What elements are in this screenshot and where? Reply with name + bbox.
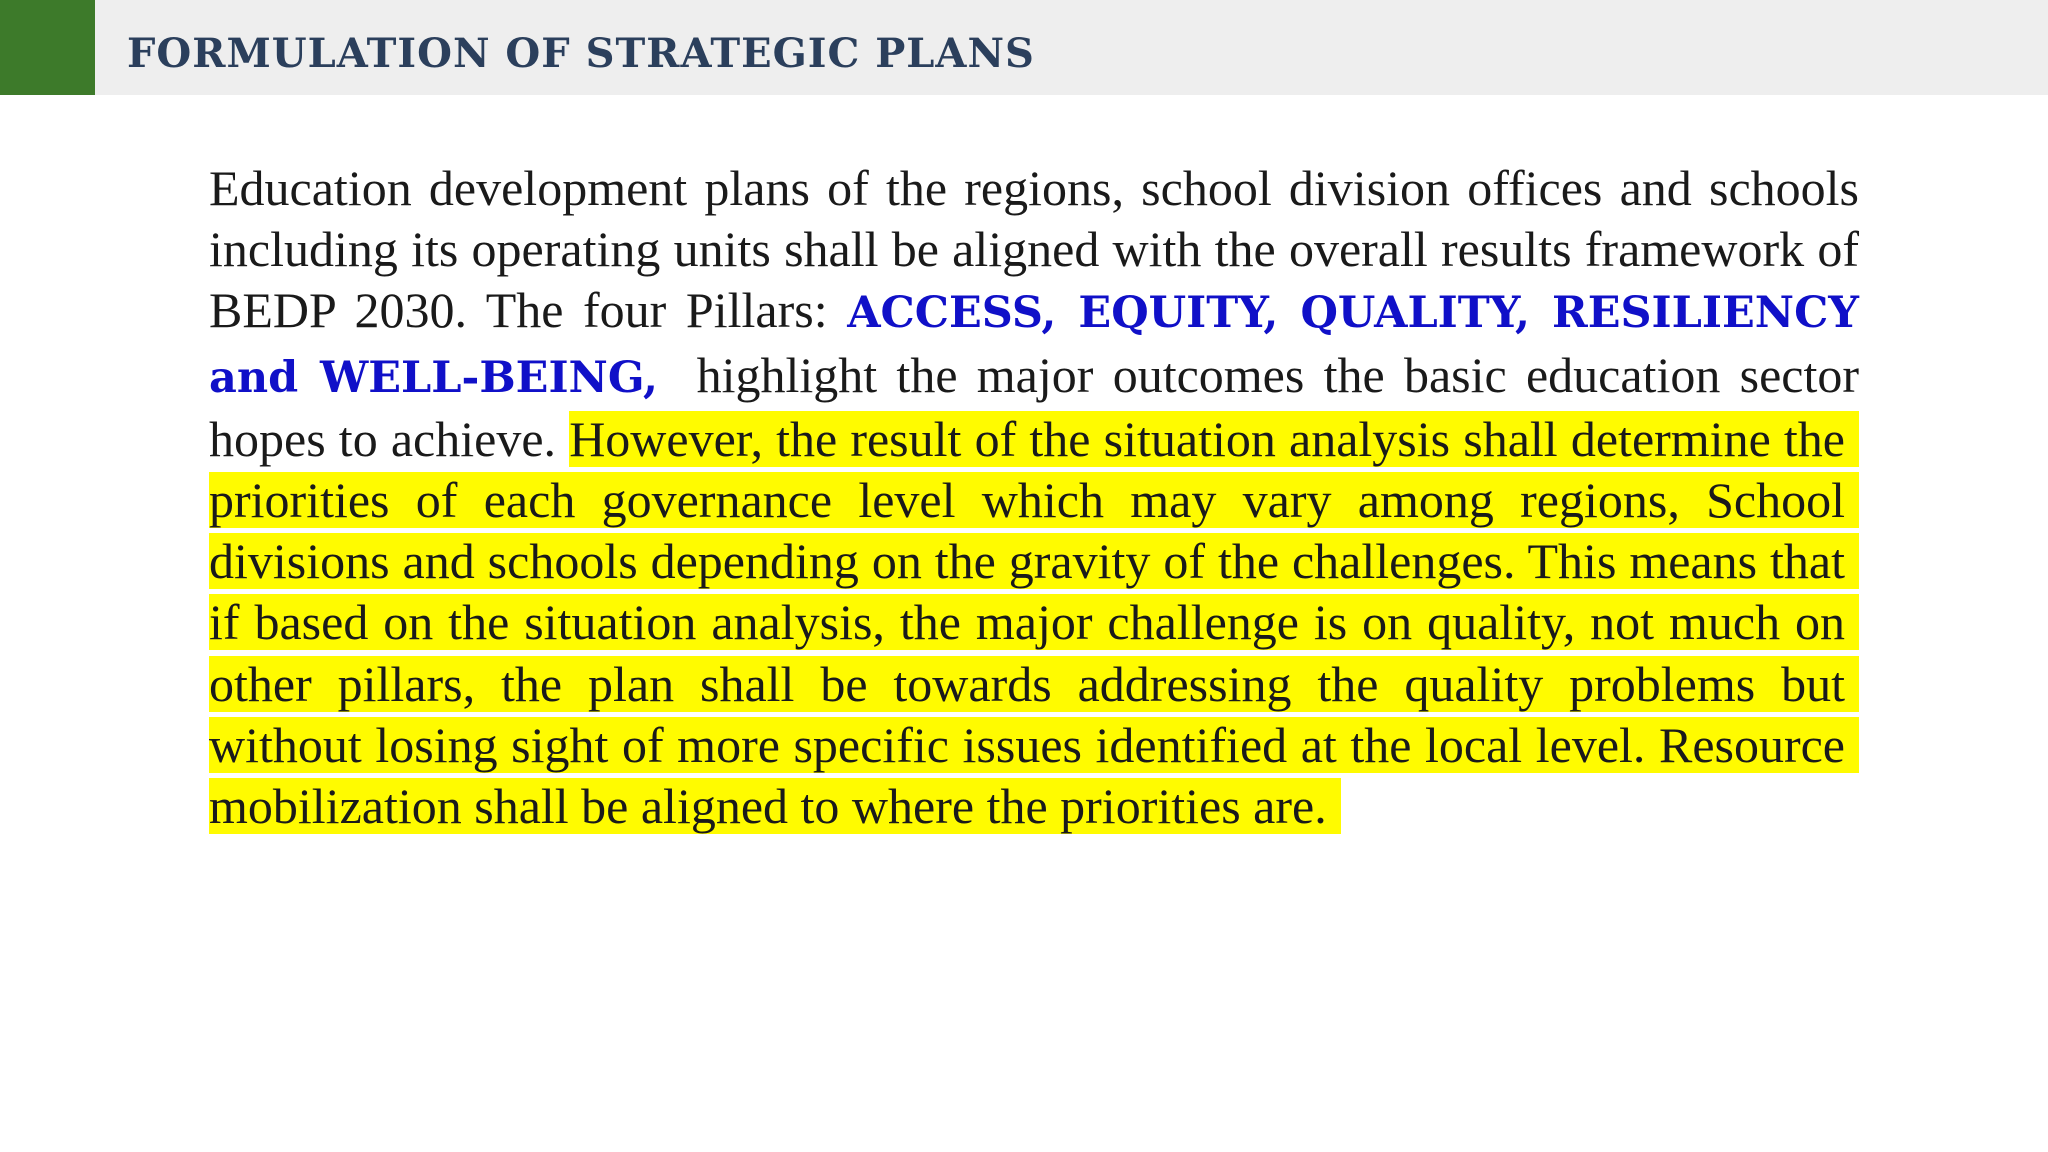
paragraph-intro: Education development plans of the regions, school division offices and schools including its operating units shall be aligned with the overall results framework of BEDP 2030. The four Pillars: [209, 160, 1859, 339]
body-paragraph [209, 158, 1872, 837]
pillars-emphasis: ACCESS, EQUITY, QUALITY, RESILIENCY and WELL-BEING, [209, 288, 1859, 403]
paragraph-middle: highlight the major outcomes the basic education sector hopes to achieve. [209, 346, 1872, 467]
slide-title-bar [0, 0, 2048, 95]
slide-title: FORMULATION OF STRATEGIC PLANS [127, 30, 1035, 77]
title-accent-block [0, 0, 95, 95]
highlighted-passage: However, the result of the situation analysis shall determine the priorities of each governance level which may vary among regions, School divisions and schools depending on the gravity of the challenges. This means that if based on the situation analysis, the major challenge is on quality, not much on other pillars, the plan shall be towards addressing the quality problems but without losing sight of more specific issues identified at the local level. Resource mobilization shall be aligned to where the priorities are. [209, 411, 1859, 834]
